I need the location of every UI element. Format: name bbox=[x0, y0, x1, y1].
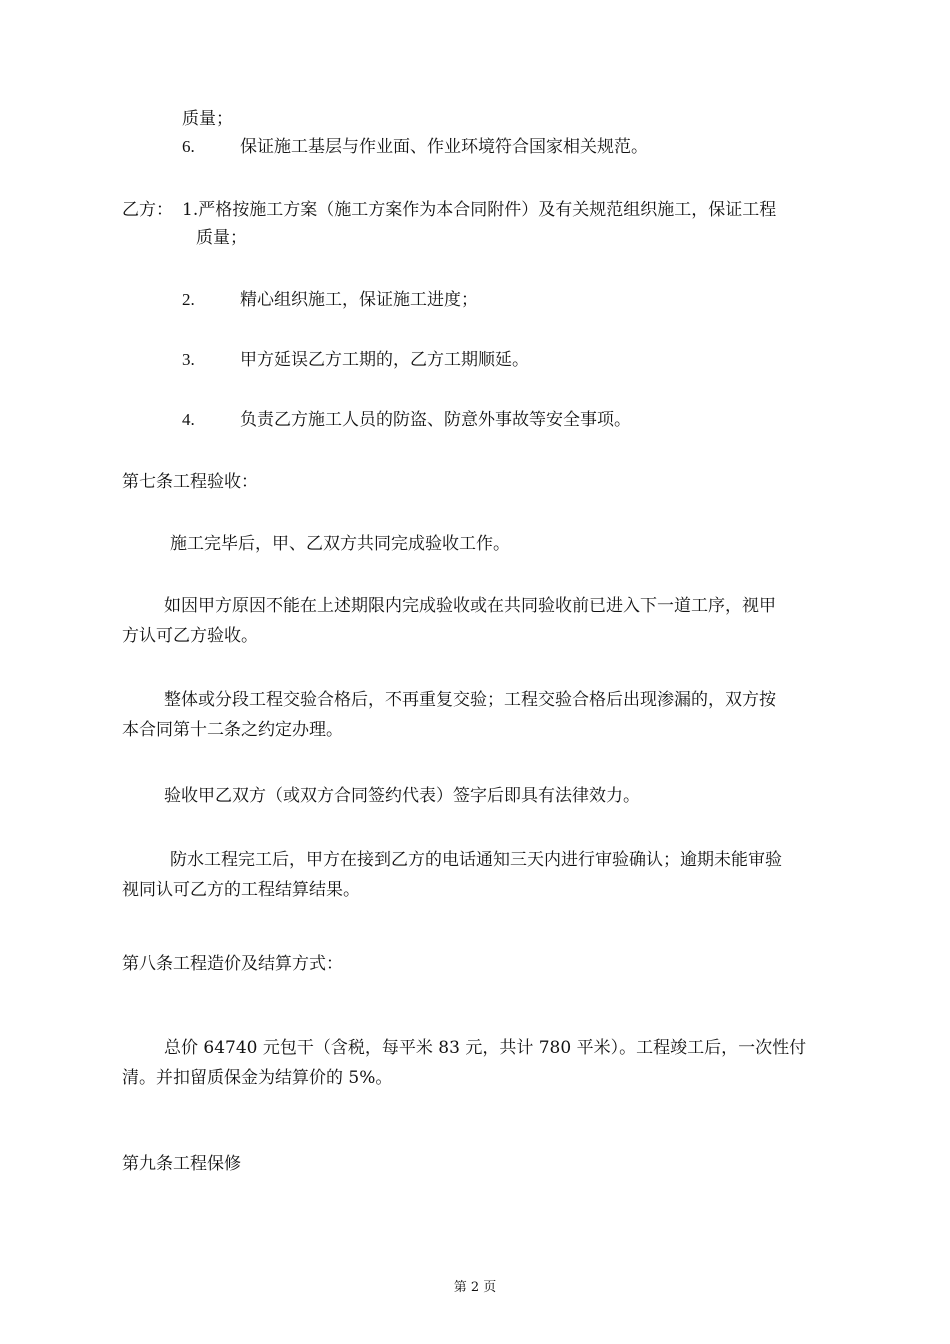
party-b-item-4-text: 负责乙方施工人员的防盗、防意外事故等安全事项。 bbox=[240, 410, 631, 430]
article-7-paragraph-5-line-1: 防水工程完工后，甲方在接到乙方的电话通知三天内进行审验确认；逾期未能审验 bbox=[170, 850, 782, 870]
article-8-paragraph-line-1: 总价 64740 元包干（含税，每平米 83 元，共计 780 平米）。工程竣工后，一次性付 bbox=[164, 1038, 807, 1058]
article-7-paragraph-4: 验收甲乙双方（或双方合同签约代表）签字后即具有法律效力。 bbox=[164, 786, 640, 806]
party-b-item-2-number: 2. bbox=[182, 290, 195, 309]
article-8-paragraph-line-2: 清。并扣留质保金为结算价的 5%。 bbox=[122, 1068, 393, 1088]
party-a-item-6-number: 6. bbox=[182, 137, 195, 156]
party-a-item-6-text: 保证施工基层与作业面、作业环境符合国家相关规范。 bbox=[240, 137, 648, 157]
party-b-item-3-number: 3. bbox=[182, 350, 195, 369]
party-b-item-3-text: 甲方延误乙方工期的，乙方工期顺延。 bbox=[240, 350, 529, 370]
party-b-item-1-line-1: 1.严格按施工方案（施工方案作为本合同附件）及有关规范组织施工，保证工程 bbox=[182, 200, 777, 220]
party-b-item-1-line-2: 质量； bbox=[196, 228, 247, 248]
party-b-item-4-number: 4. bbox=[182, 410, 195, 429]
page-number: 第 2 页 bbox=[453, 1280, 497, 1295]
article-9-heading: 第九条工程保修 bbox=[122, 1154, 241, 1174]
party-a-continuation: 质量； bbox=[182, 109, 233, 129]
article-7-paragraph-2-line-2: 方认可乙方验收。 bbox=[122, 626, 258, 646]
article-7-paragraph-2-line-1: 如因甲方原因不能在上述期限内完成验收或在共同验收前已进入下一道工序，视甲 bbox=[164, 596, 776, 616]
party-b-label: 乙方： bbox=[122, 200, 173, 220]
article-8-heading: 第八条工程造价及结算方式： bbox=[122, 954, 343, 974]
article-7-paragraph-5-line-2: 视同认可乙方的工程结算结果。 bbox=[122, 880, 360, 900]
article-7-paragraph-1: 施工完毕后，甲、乙双方共同完成验收工作。 bbox=[170, 534, 510, 554]
article-7-paragraph-3-line-2: 本合同第十二条之约定办理。 bbox=[122, 720, 343, 740]
article-7-paragraph-3-line-1: 整体或分段工程交验合格后，不再重复交验；工程交验合格后出现渗漏的，双方按 bbox=[164, 690, 776, 710]
article-7-heading: 第七条工程验收： bbox=[122, 472, 258, 492]
party-b-item-2-text: 精心组织施工，保证施工进度； bbox=[240, 290, 478, 310]
